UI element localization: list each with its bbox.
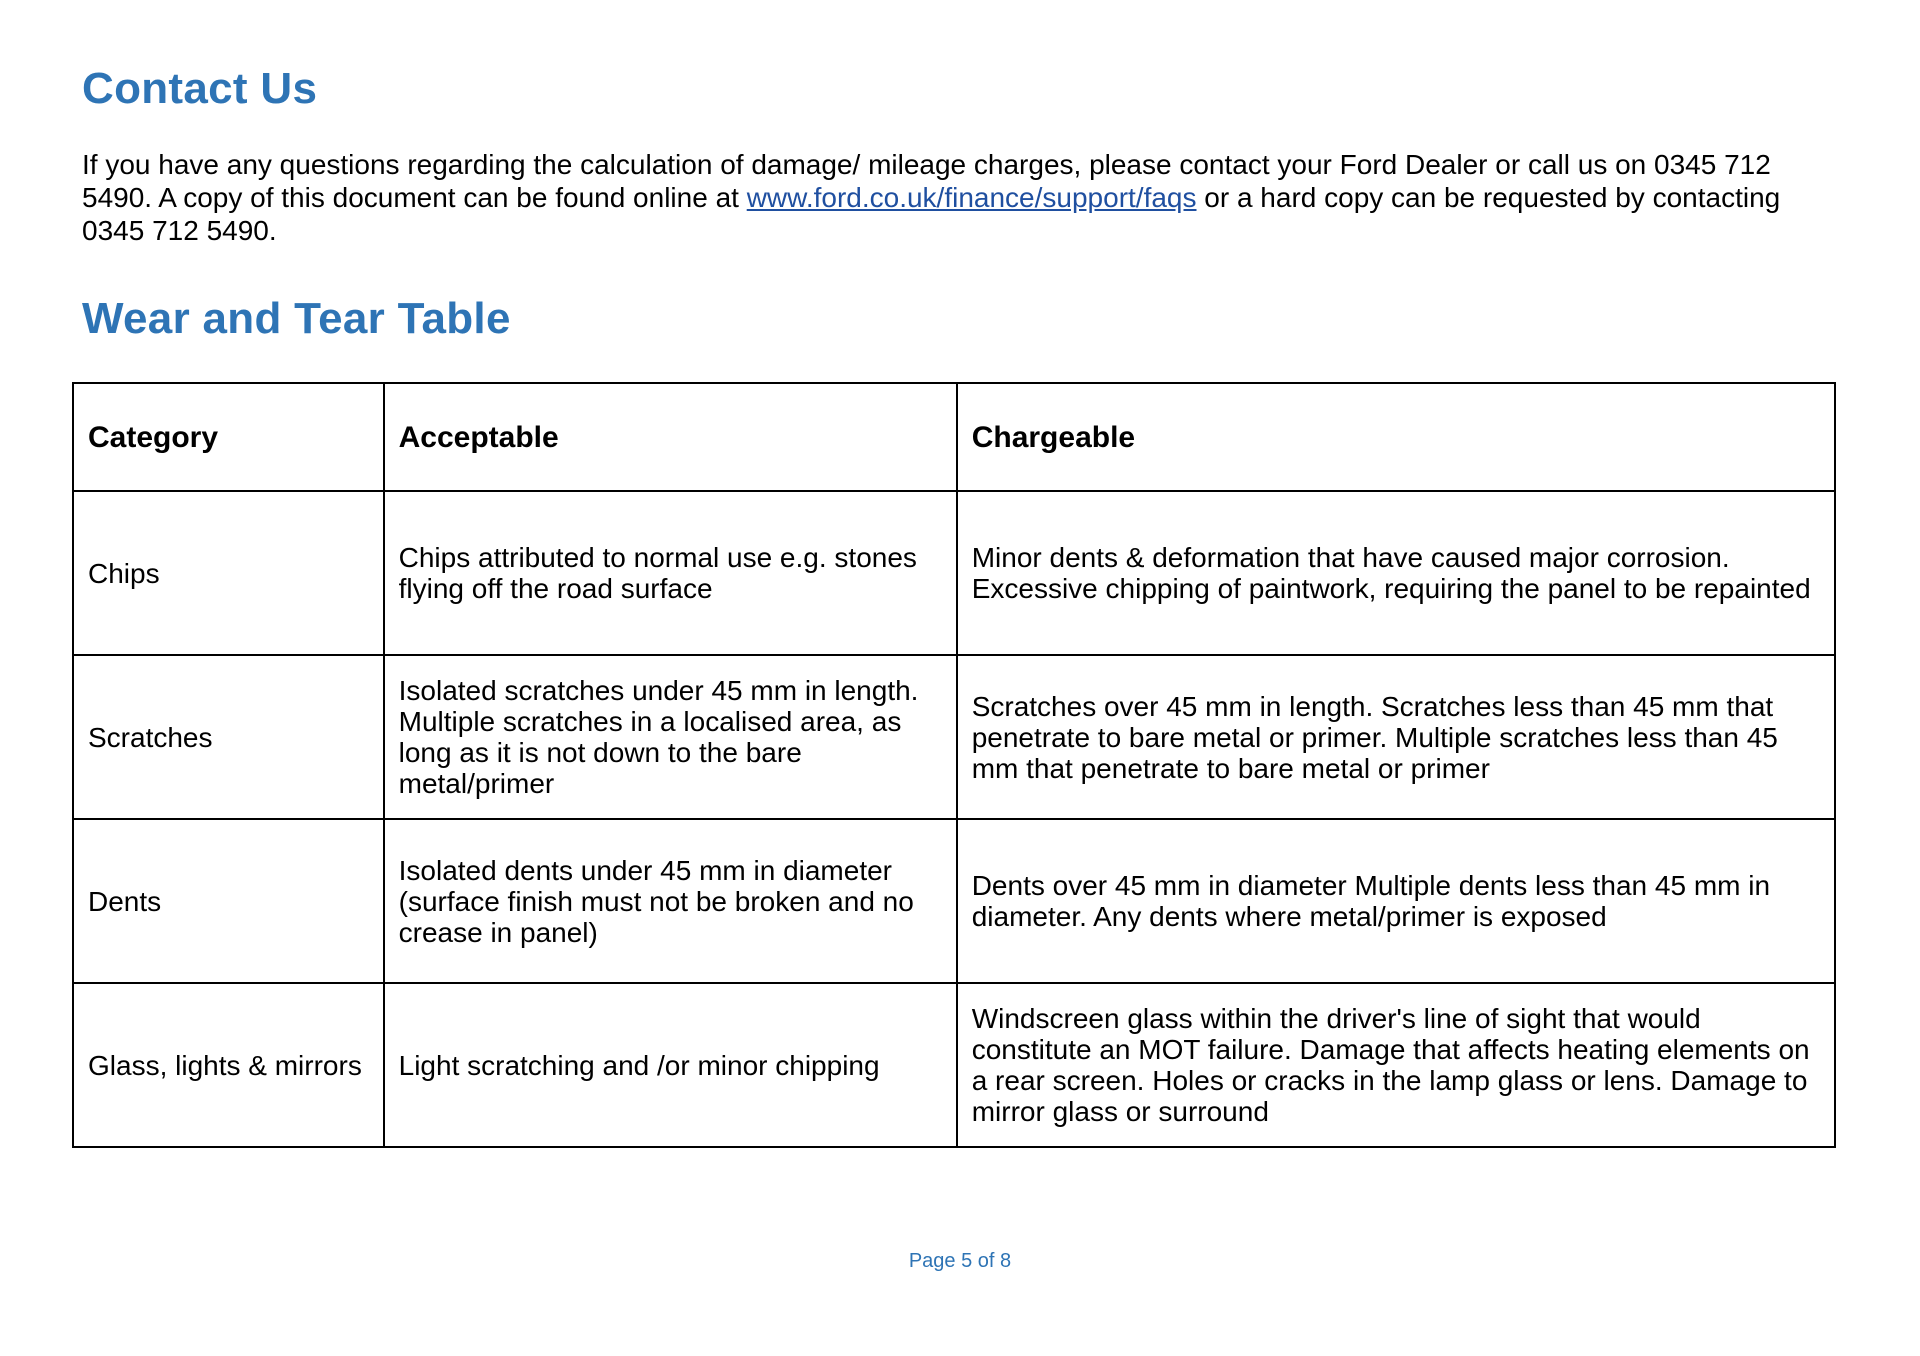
table-row bbox=[73, 983, 1835, 1147]
cell-acceptable: Isolated scratches under 45 mm in length. Multiple scratches in a localised area, as long as it is not down to the bare metal/primer bbox=[384, 655, 957, 819]
header-category: Category bbox=[73, 383, 384, 491]
table-row bbox=[73, 491, 1835, 655]
cell-chargeable: Dents over 45 mm in diameter Multiple dents less than 45 mm in diameter. Any dents where metal/primer is exposed bbox=[957, 819, 1835, 983]
cell-acceptable: Light scratching and /or minor chipping bbox=[384, 983, 957, 1147]
cell-acceptable: Isolated dents under 45 mm in diameter (surface finish must not be broken and no crease in panel) bbox=[384, 819, 957, 983]
page-number: Page 5 of 8 bbox=[908, 1250, 1012, 1272]
cell-category: Dents bbox=[73, 819, 384, 983]
wear-and-tear-heading: Wear and Tear Table bbox=[82, 294, 511, 343]
contact-text-before-link: If you have any questions regarding the calculation of damage/ mileage charges, please contact your Ford Dealer or call us on 0345 712 5490. A copy of this document can be found online at bbox=[82, 149, 1771, 213]
cell-category: Scratches bbox=[73, 655, 384, 819]
table-row bbox=[73, 655, 1835, 819]
cell-acceptable: Chips attributed to normal use e.g. stones flying off the road surface bbox=[384, 491, 957, 655]
header-chargeable: Chargeable bbox=[957, 383, 1835, 491]
contact-text-after-link: or a hard copy can be requested by contacting 0345 712 5490. bbox=[82, 182, 1781, 246]
cell-chargeable: Minor dents & deformation that have caused major corrosion. Excessive chipping of paintwork, requiring the panel to be repainted bbox=[957, 491, 1835, 655]
cell-category: Glass, lights & mirrors bbox=[73, 983, 384, 1147]
table-header-row bbox=[73, 383, 1835, 491]
cell-chargeable: Windscreen glass within the driver's line of sight that would constitute an MOT failure. Damage that affects heating elements on a rear screen. Holes or cracks in the lamp glass or lens. Damage to mirror glass or surround bbox=[957, 983, 1835, 1147]
faqs-link[interactable]: www.ford.co.uk/finance/support/faqs bbox=[746, 182, 1197, 213]
cell-chargeable: Scratches over 45 mm in length. Scratches less than 45 mm that penetrate to bare metal or primer. Multiple scratches less than 45 mm that penetrate to bare metal or primer bbox=[957, 655, 1835, 819]
table-row bbox=[73, 819, 1835, 983]
cell-category: Chips bbox=[73, 491, 384, 655]
wear-and-tear-table bbox=[72, 382, 1836, 1148]
contact-paragraph bbox=[82, 148, 1802, 247]
contact-us-heading: Contact Us bbox=[82, 64, 318, 113]
header-acceptable: Acceptable bbox=[384, 383, 957, 491]
